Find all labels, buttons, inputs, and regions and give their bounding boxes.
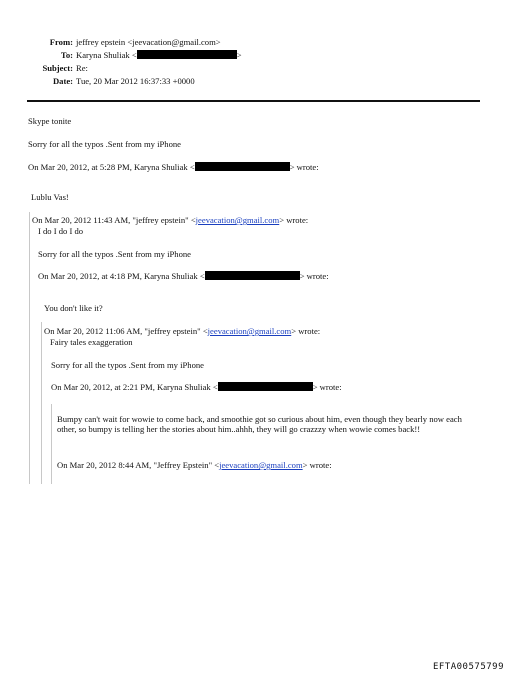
quote-header-5 bbox=[51, 382, 342, 392]
quote-header-2-email-link[interactable]: jeevacation@gmail.com bbox=[195, 215, 280, 225]
quote-header-5-prefix: On Mar 20, 2012, at 2:21 PM, Karyna Shuliak < bbox=[51, 382, 218, 392]
body-line-signature: Sorry for all the typos .Sent from my iPhone bbox=[28, 139, 182, 149]
from-label: From: bbox=[49, 37, 73, 47]
quote-header-3-suffix: > wrote: bbox=[299, 271, 329, 281]
redaction-block bbox=[195, 162, 290, 171]
quote-4-text: Fairy tales exaggeration bbox=[50, 337, 133, 347]
quote-header-4-suffix: > wrote: bbox=[291, 326, 321, 336]
quote-5-text: Bumpy can't wait for wowie to come back, and smoothie got so curious about him, even though they bearly now each other, so bumpy is telling her the stories about him..ahhh, they will go crazzzy when wowie comes back!! bbox=[57, 414, 462, 435]
bates-number: EFTA00575799 bbox=[432, 662, 504, 672]
to-value-suffix: > bbox=[236, 50, 242, 60]
header-divider bbox=[27, 100, 480, 102]
quote-header-2-prefix: On Mar 20, 2012 11:43 AM, "jeffrey epstein" < bbox=[32, 215, 196, 225]
quote-header-5-suffix: > wrote: bbox=[312, 382, 342, 392]
quote-header-1-prefix: On Mar 20, 2012, at 5:28 PM, Karyna Shuliak < bbox=[28, 162, 195, 172]
quote-header-6-prefix: On Mar 20, 2012 8:44 AM, "Jeffrey Epstein" < bbox=[57, 460, 220, 470]
redaction-block bbox=[218, 382, 313, 391]
quote-header-4-prefix: On Mar 20, 2012 11:06 AM, "jeffrey epstein" < bbox=[44, 326, 208, 336]
quote-header-1 bbox=[28, 162, 319, 172]
quote-bar-2 bbox=[41, 322, 42, 484]
quote-4-signature: Sorry for all the typos .Sent from my iPhone bbox=[51, 360, 205, 370]
quote-bar-3 bbox=[51, 404, 52, 484]
to-value-prefix: Karyna Shuliak < bbox=[76, 50, 137, 60]
quote-2-signature: Sorry for all the typos .Sent from my iPhone bbox=[38, 249, 192, 259]
quote-bar-1 bbox=[29, 212, 30, 484]
quote-header-1-suffix: > wrote: bbox=[289, 162, 319, 172]
quote-header-2-suffix: > wrote: bbox=[279, 215, 309, 225]
quote-1-text: Lublu Vas! bbox=[31, 192, 69, 202]
quote-header-3-prefix: On Mar 20, 2012, at 4:18 PM, Karyna Shuliak < bbox=[38, 271, 205, 281]
date-label: Date: bbox=[52, 76, 73, 86]
to-label: To: bbox=[60, 50, 73, 60]
redaction-block bbox=[205, 271, 300, 280]
quote-header-6 bbox=[57, 460, 332, 470]
subject-label: Subject: bbox=[42, 63, 73, 73]
quote-2-text: I do I do I do bbox=[38, 226, 84, 236]
to-value bbox=[76, 50, 242, 60]
from-value: jeffrey epstein <jeevacation@gmail.com> bbox=[76, 37, 221, 47]
quote-header-4 bbox=[44, 326, 320, 336]
quote-3-text: You don't like it? bbox=[44, 303, 103, 313]
redaction-block bbox=[137, 50, 237, 59]
body-line-skype: Skype tonite bbox=[28, 116, 72, 126]
quote-header-6-email-link[interactable]: jeevacation@gmail.com bbox=[219, 460, 303, 470]
quote-header-6-suffix: > wrote: bbox=[302, 460, 332, 470]
quote-header-4-email-link[interactable]: jeevacation@gmail.com bbox=[207, 326, 292, 336]
quote-header-2 bbox=[32, 215, 308, 225]
subject-value: Re: bbox=[76, 63, 88, 73]
date-value: Tue, 20 Mar 2012 16:37:33 +0000 bbox=[76, 76, 195, 86]
quote-header-3 bbox=[38, 271, 329, 281]
